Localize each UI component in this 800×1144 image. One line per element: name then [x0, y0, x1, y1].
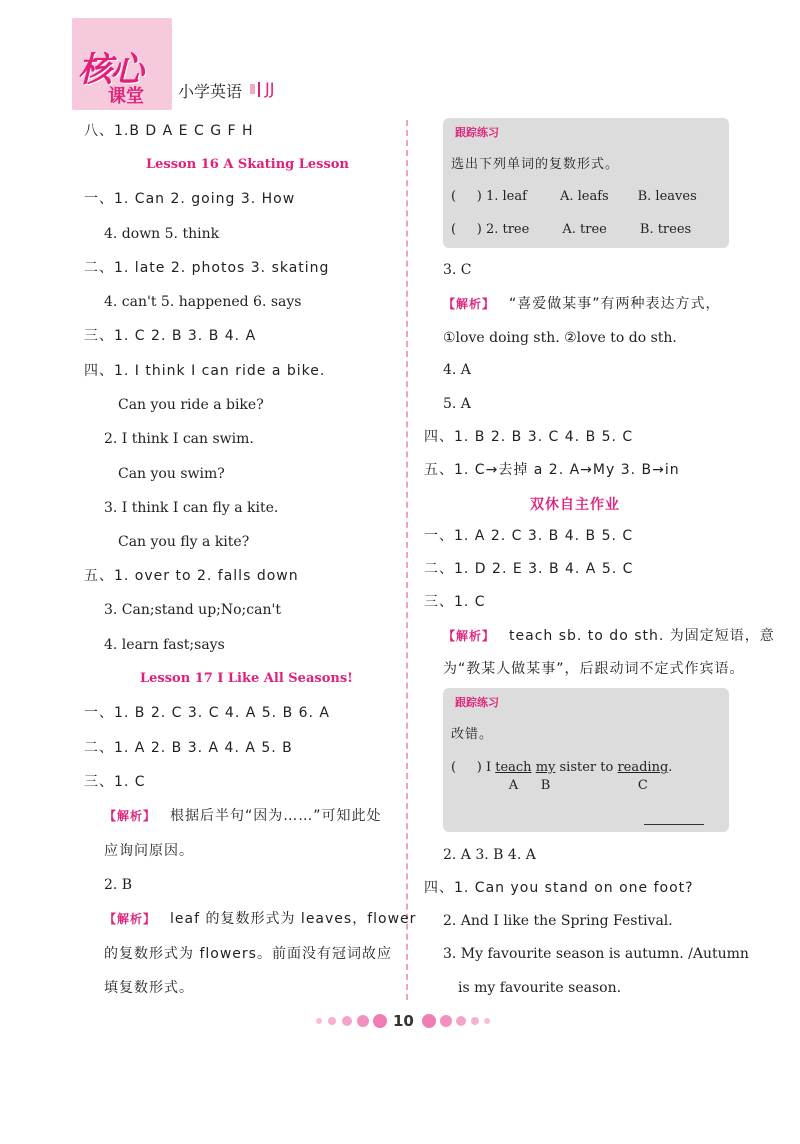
footer-dot [484, 1018, 490, 1024]
footer-dot [456, 1016, 466, 1026]
answer-line: 3. C [443, 262, 472, 278]
answer-line: 3. Can;stand up;No;can't [104, 602, 281, 618]
question-end: . [668, 760, 673, 775]
lesson-heading: Lesson 16 A Skating Lesson [146, 157, 349, 172]
practice-box [443, 118, 729, 248]
footer-dot [316, 1018, 322, 1024]
answer-line: 一、1. Can 2. going 3. How [84, 191, 296, 207]
footer-dot [342, 1016, 352, 1026]
page-number: 10 [393, 1012, 414, 1030]
practice-question: ( ) 2. tree A. tree B. trees [451, 222, 692, 237]
analysis-line: ①love doing sth. ②love to do sth. [443, 330, 677, 346]
word-text: teach [495, 760, 532, 775]
answer-line: 二、1. late 2. photos 3. skating [84, 260, 330, 276]
answer-line: 二、1. D 2. E 3. B 4. A 5. C [424, 561, 634, 577]
underlined-word-b [535, 759, 556, 793]
answer-line: Can you swim? [118, 466, 225, 482]
answer-line: 4. A [443, 362, 471, 378]
answer-line: 3. I think I can fly a kite. [104, 500, 279, 516]
answer-line: 三、1. C [84, 774, 146, 790]
answer-line: Can you fly a kite? [118, 534, 250, 550]
footer-dot [373, 1014, 387, 1028]
option-label: B [540, 778, 551, 793]
question-middle: sister to [555, 760, 618, 775]
edition-tag: JJ [265, 79, 275, 98]
option-label: A [508, 778, 519, 793]
option-label: C [637, 778, 648, 793]
footer-dot [422, 1014, 436, 1028]
answer-line: 4. down 5. think [104, 226, 220, 242]
analysis-line: 的复数形式为 flowers。前面没有冠词故应 [104, 946, 392, 962]
lesson-heading: Lesson 17 I Like All Seasons! [140, 671, 353, 686]
analysis-text: teach sb. to do sth. 为固定短语，意 [509, 628, 775, 644]
answer-line: 五、1. C→去掉 a 2. A→My 3. B→in [424, 462, 680, 478]
answer-line: 四、1. B 2. B 3. C 4. B 5. C [424, 429, 634, 445]
answer-line: 五、1. over to 2. falls down [84, 568, 299, 584]
analysis-line [443, 627, 775, 645]
brand-logo [72, 18, 172, 110]
answer-line: 5. A [443, 396, 471, 412]
subject-title: 小学英语 [178, 82, 243, 101]
logo-sub-text: 课堂 [108, 86, 144, 107]
analysis-tag: 【解析】 [104, 809, 157, 823]
analysis-tag: 【解析】 [443, 629, 496, 643]
answer-line: 四、1. Can you stand on one foot? [424, 880, 694, 896]
word-text: reading [617, 760, 669, 775]
answer-line: 2. B [104, 877, 133, 893]
practice-title: 选出下列单词的复数形式。 [451, 157, 620, 172]
underlined-word-c [617, 759, 669, 793]
practice-question [451, 759, 673, 793]
footer-dot [328, 1017, 336, 1025]
practice-box [443, 688, 729, 832]
analysis-tag: 【解析】 [104, 912, 157, 926]
answer-line: Can you ride a bike? [118, 397, 264, 413]
answer-line: 八、1.B D A E C G F H [84, 123, 254, 139]
analysis-tag: 【解析】 [443, 297, 496, 311]
answer-line: 二、1. A 2. B 3. A 4. A 5. B [84, 740, 293, 756]
practice-title: 改错。 [451, 727, 494, 742]
analysis-line [104, 910, 416, 928]
analysis-line [104, 807, 382, 825]
analysis-line: 应询问原因。 [104, 843, 194, 859]
analysis-line [443, 295, 721, 313]
answer-line: 3. My favourite season is autumn. /Autumn [443, 946, 749, 962]
section-heading: 双休自主作业 [530, 497, 620, 513]
analysis-line: 填复数形式。 [104, 980, 194, 996]
logo-main-text: 核心 [78, 50, 142, 90]
question-prefix: ( ) I [451, 760, 496, 775]
practice-tag: 跟踪练习 [455, 126, 499, 139]
word-text: my [535, 760, 556, 775]
analysis-line: 为“教某人做某事”，后跟动词不定式作宾语。 [443, 661, 745, 677]
column-divider [406, 120, 408, 1000]
analysis-text: “喜爱做某事”有两种表达方式， [509, 296, 721, 312]
header-separator-bar [258, 82, 260, 97]
answer-line: 4. can't 5. happened 6. says [104, 294, 302, 310]
answer-line: 2. I think I can swim. [104, 431, 254, 447]
answer-line: 2. A 3. B 4. A [443, 847, 536, 863]
header-separator-square [250, 84, 255, 94]
answer-line: 一、1. B 2. C 3. C 4. A 5. B 6. A [84, 705, 331, 721]
practice-question: ( ) 1. leaf A. leafs B. leaves [451, 189, 697, 204]
answer-line: is my favourite season. [458, 980, 622, 996]
answer-line: 2. And I like the Spring Festival. [443, 913, 673, 929]
answer-line: 四、1. I think I can ride a bike. [84, 363, 326, 379]
answer-line: 4. learn fast;says [104, 637, 225, 653]
answer-line: 一、1. A 2. C 3. B 4. B 5. C [424, 528, 634, 544]
footer-dot [440, 1015, 452, 1027]
practice-tag: 跟踪练习 [455, 696, 499, 709]
footer-dot [471, 1017, 479, 1025]
answer-line: 三、1. C 2. B 3. B 4. A [84, 328, 257, 344]
analysis-text: 根据后半句“因为……”可知此处 [170, 808, 382, 824]
underlined-word-a [495, 759, 532, 793]
footer-dot [357, 1015, 369, 1027]
answer-line: 三、1. C [424, 594, 486, 610]
analysis-text: leaf 的复数形式为 leaves，flower [170, 911, 417, 927]
answer-blank [644, 824, 704, 825]
